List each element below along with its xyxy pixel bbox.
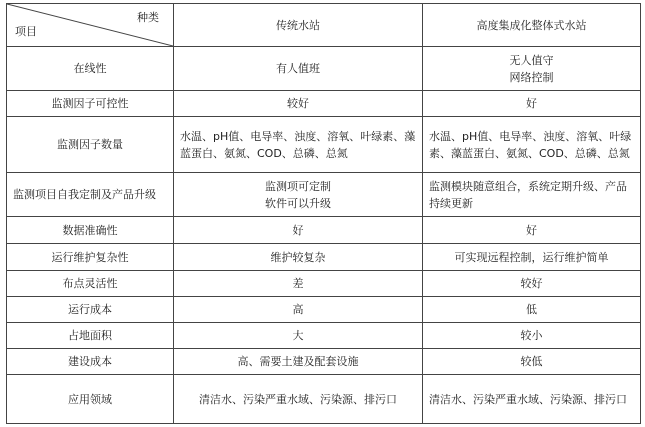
integrated-value: 监测模块随意组合，系统定期升级、产品持续更新 [423, 173, 641, 217]
row-item: 运行维护复杂性 [7, 244, 174, 271]
integrated-value: 低 [423, 297, 641, 323]
integrated-value: 较好 [423, 271, 641, 297]
traditional-value: 较好 [174, 91, 423, 117]
traditional-value: 差 [174, 271, 423, 297]
table-row [7, 217, 641, 244]
traditional-value: 维护较复杂 [174, 244, 423, 271]
comparison-table [6, 3, 641, 424]
integrated-value: 好 [423, 217, 641, 244]
header-traditional-station: 传统水站 [174, 4, 423, 47]
row-item: 监测因子可控性 [7, 91, 174, 117]
table-row [7, 375, 641, 424]
traditional-value: 好 [174, 217, 423, 244]
traditional-value: 监测项可定制 软件可以升级 [174, 173, 423, 217]
row-item: 在线性 [7, 47, 174, 91]
traditional-value: 大 [174, 323, 423, 349]
integrated-value: 可实现远程控制，运行维护简单 [423, 244, 641, 271]
integrated-value: 无人值守 网络控制 [423, 47, 641, 91]
table-row [7, 244, 641, 271]
table-row [7, 271, 641, 297]
header-category-label: 种类 [137, 11, 159, 24]
integrated-value: 较小 [423, 323, 641, 349]
row-item: 建设成本 [7, 349, 174, 375]
integrated-value: 水温、pH值、电导率、浊度、溶氧、叶绿素、藻蓝蛋白、氨氮、COD、总磷、总氮 [423, 117, 641, 173]
table-row [7, 173, 641, 217]
row-item: 监测项目自我定制及产品升级 [7, 173, 174, 217]
table-row [7, 323, 641, 349]
table-row [7, 91, 641, 117]
row-item: 运行成本 [7, 297, 174, 323]
table-row [7, 117, 641, 173]
integrated-value: 好 [423, 91, 641, 117]
integrated-value: 较低 [423, 349, 641, 375]
diagonal-header-cell [7, 4, 174, 47]
table-row [7, 297, 641, 323]
row-item: 占地面积 [7, 323, 174, 349]
traditional-value: 高 [174, 297, 423, 323]
traditional-value: 有人值班 [174, 47, 423, 91]
header-item-label: 项目 [15, 25, 37, 38]
row-item: 数据准确性 [7, 217, 174, 244]
row-item: 监测因子数量 [7, 117, 174, 173]
table-row [7, 47, 641, 91]
traditional-value: 高、需要土建及配套设施 [174, 349, 423, 375]
table-row [7, 349, 641, 375]
traditional-value: 清洁水、污染严重水域、污染源、排污口 [174, 375, 423, 424]
integrated-value: 清洁水、污染严重水域、污染源、排污口 [423, 375, 641, 424]
header-row [7, 4, 641, 47]
header-integrated-station: 高度集成化整体式水站 [423, 4, 641, 47]
traditional-value: 水温、pH值、电导率、浊度、溶氧、叶绿素、藻蓝蛋白、氨氮、COD、总磷、总氮 [174, 117, 423, 173]
row-item: 应用领域 [7, 375, 174, 424]
row-item: 布点灵活性 [7, 271, 174, 297]
